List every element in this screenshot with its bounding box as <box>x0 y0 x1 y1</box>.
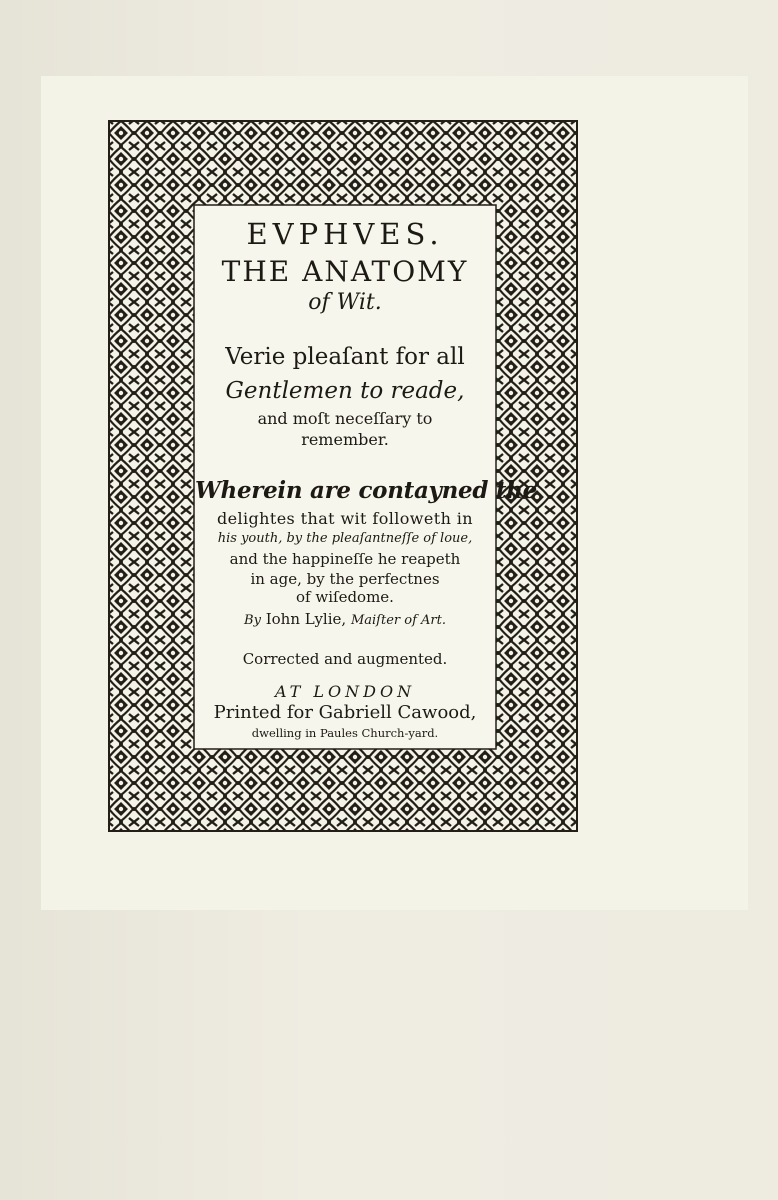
body-line-4: in age, by the perfectnes <box>250 570 440 588</box>
wherein-heading: Wherein are contayned the <box>195 477 537 504</box>
author-name: Iohn Lylie, <box>265 610 347 628</box>
imprint-place: AT LONDON <box>274 682 416 701</box>
book-subtitle-of: of Wit. <box>308 290 382 315</box>
description-line-2: Gentlemen to reade, <box>225 378 465 404</box>
book-title: EVPHVES. <box>246 217 444 251</box>
description-line-4: remember. <box>301 430 389 449</box>
description-line-1: Verie pleaſant for all <box>225 344 465 370</box>
author-title: Maiſter of Art. <box>350 613 446 628</box>
edition-note: Corrected and augmented. <box>242 650 448 668</box>
description-line-3: and moſt neceſſary to <box>257 409 433 428</box>
title-page-text <box>195 206 537 748</box>
body-line-3: and the happineſſe he reapeth <box>229 550 461 568</box>
author-by: By <box>244 613 261 628</box>
author-line <box>195 612 495 627</box>
body-line-1: delightes that wit followeth in <box>216 509 474 528</box>
body-line-2: his youth, by the pleaſantneſſe of loue, <box>217 531 473 546</box>
body-line-5: of wiſedome. <box>296 588 394 606</box>
imprint-address: dwelling in Paules Church-yard. <box>251 726 439 740</box>
imprint-printer: Printed for Gabriell Cawood, <box>213 702 477 723</box>
book-subtitle: THE ANATOMY <box>221 255 469 288</box>
